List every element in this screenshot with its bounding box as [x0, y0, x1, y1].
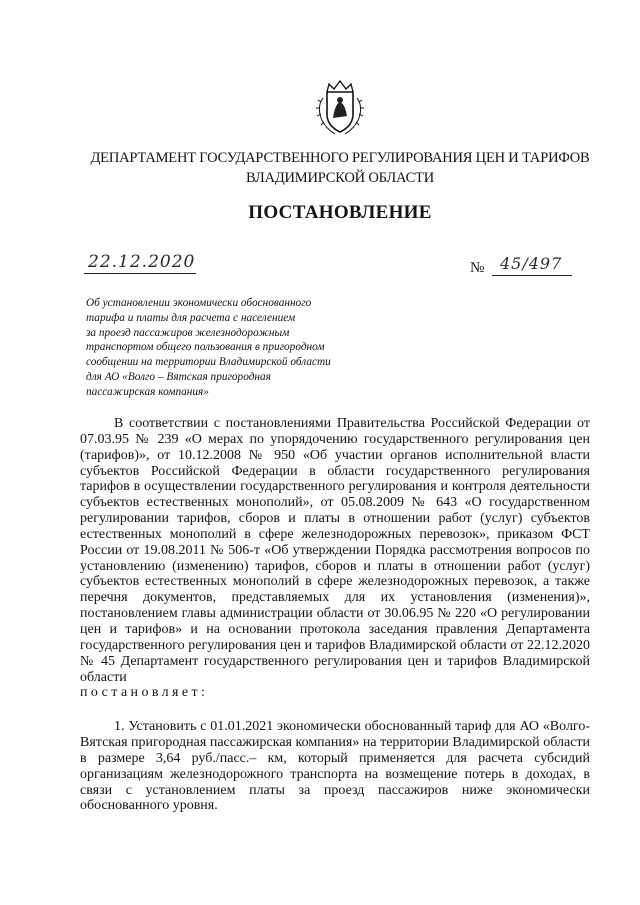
- number-underline: [492, 275, 572, 276]
- subject-line: Об установлении экономически обоснованного: [86, 297, 312, 309]
- point-1-paragraph: 1. Установить с 01.01.2021 экономически обоснованный тариф для АО «Волго-Вятская пригородная пассажирская компания» на территории Владимирской области в размере 3,64 руб./пасс.– км, который применяется для расчета субсидий организациям железнодорожного транспорта на возмещение потерь в доходах, в связи с установлением платы за проезд пассажиров ниже экономически обоснованного уровня.: [80, 719, 590, 814]
- document-body: [80, 416, 590, 814]
- document-title: ПОСТАНОВЛЕНИЕ: [248, 202, 432, 223]
- subject-line: транспортом общего пользования в пригородном: [86, 341, 325, 354]
- date-underline: [84, 273, 196, 274]
- subject-line: за проезд пассажиров железнодорожным: [86, 326, 290, 339]
- subject-line: пассажирская компания»: [86, 385, 209, 398]
- subject-line: тарифа и платы для расчета с населением: [86, 311, 296, 324]
- number-sign: №: [470, 260, 485, 276]
- subject-block: [86, 296, 386, 400]
- handwritten-number: 45/497: [500, 254, 563, 273]
- handwritten-date: 22.12.2020: [88, 252, 196, 272]
- preamble-paragraph: В соответствии с постановлениями Правительства Российской Федерации от 07.03.95 № 239 «О мерах по упорядочению государственного регулирования цен (тарифов)», от 10.12.2008 № 950 «Об участии органов исполнительной власти субъектов Российской Федерации в области государственного регулирования тарифов в осуществлении государственного регулирования и контроля деятельности субъектов естественных монополий», от 05.08.2009 № 643 «О государственном регулировании тарифов, сборов и платы в отношении работ (услуг) субъектов естественных монополий в сфере железнодорожных перевозок», приказом ФСТ России от 19.08.2011 № 506-т «Об утверждении Порядка рассмотрения вопросов по установлению (изменению) тарифов, сборов и платы в отношении работ (услуг) субъектов естественных монополий в сфере железнодорожных перевозок, а также перечня документов, представляемых для их установления (изменения)», постановлением главы администрации области от 30.06.95 № 220 «О регулировании цен и тарифов» и на основании протокола заседания правления Департамента государственного регулирования цен и тарифов Владимирской области от 22.12.2020 № 45 Департамент государственного регулирования цен и тарифов Владимирской области: [80, 416, 590, 685]
- department-name-line2: ВЛАДИМИРСКОЙ ОБЛАСТИ: [246, 170, 434, 186]
- department-name-line1: ДЕПАРТАМЕНТ ГОСУДАРСТВЕННОГО РЕГУЛИРОВАНИЯ ЦЕН И ТАРИФОВ: [90, 150, 590, 166]
- subject-line: для АО «Волго – Вятская пригородная: [86, 370, 271, 383]
- subject-line: сообщении на территории Владимирской области: [86, 356, 331, 369]
- coat-of-arms-icon: [313, 78, 367, 138]
- decree-word: постановляет:: [80, 685, 209, 701]
